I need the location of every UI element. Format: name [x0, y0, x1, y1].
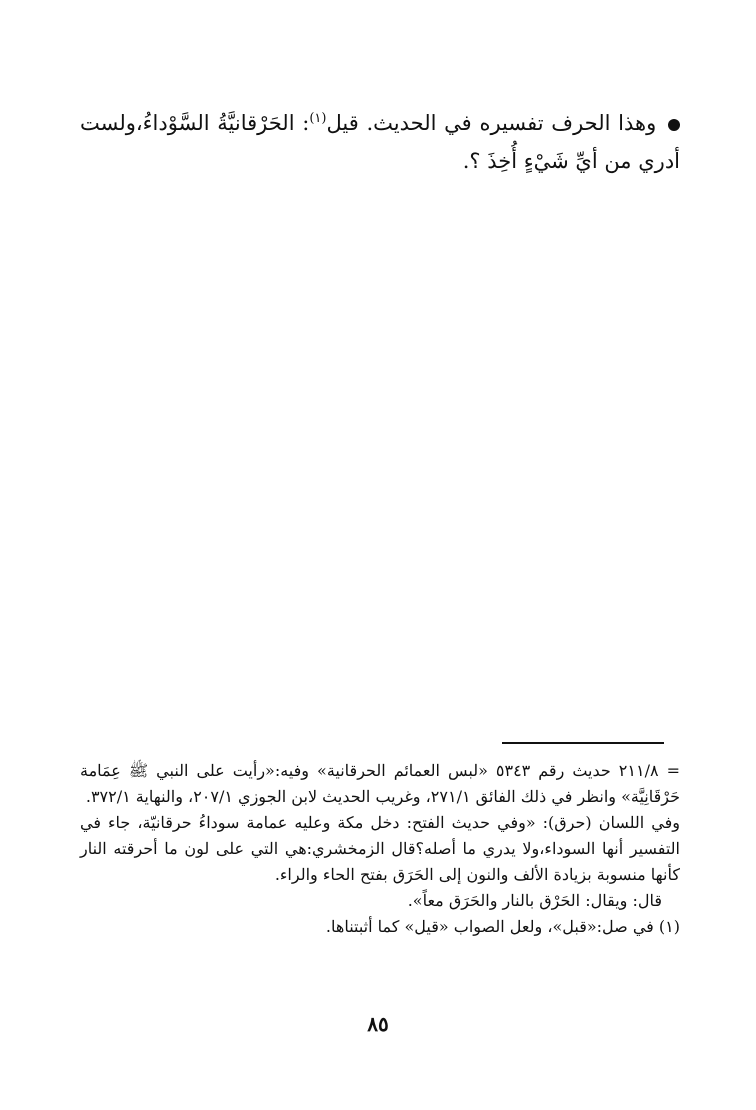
footnote-1: (١) في صل:«قبل»، ولعل الصواب «قيل» كما أثبتناها. [325, 917, 680, 936]
main-text-end: : الحَرْقانيَّةُ السَّوْداءُ،ولست أدري من أيِّ شَيْءٍ أُخِذَ ؟. [80, 111, 680, 173]
footnotes [80, 758, 680, 940]
footnote-lisan: وفي اللسان (حرق): «وفي حديث الفتح: دخل مكة وعليه عمامة سوداءُ حرقانيّة، جاء في التفسير أنها السوداء،ولا يدري ما أصله؟قال الزمخشري:هي التي على لون ما أحرقته النار كأنها منسوبة بزيادة الألف والنون إلى الحَرَق بفتح الحاء والراء. [80, 813, 680, 884]
bullet-icon [668, 119, 680, 131]
footnote-separator [502, 742, 664, 744]
page-number: ٨٥ [367, 1012, 389, 1036]
main-paragraph [80, 100, 680, 180]
footnote-lisan-end: قال: ويقال: الحَرْق بالنار والحَرَق معاً». [407, 891, 662, 910]
footnote-marker: (١) [309, 111, 327, 126]
main-text-start: وهذا الحرف تفسيره في الحديث. قيل [326, 111, 657, 135]
footnote-continuation: = ٢١١/٨ حديث رقم ٥٣٤٣ «لبس العمائم الحرقانية» وفيه:«رأيت على النبي ﷺ عِمَامة حَرْقَانِيَّة» وانظر في ذلك الفائق ٢٧١/١، وغريب الحديث لابن الجوزي ٢٠٧/١، والنهاية ٣٧٢/١. [80, 761, 680, 806]
